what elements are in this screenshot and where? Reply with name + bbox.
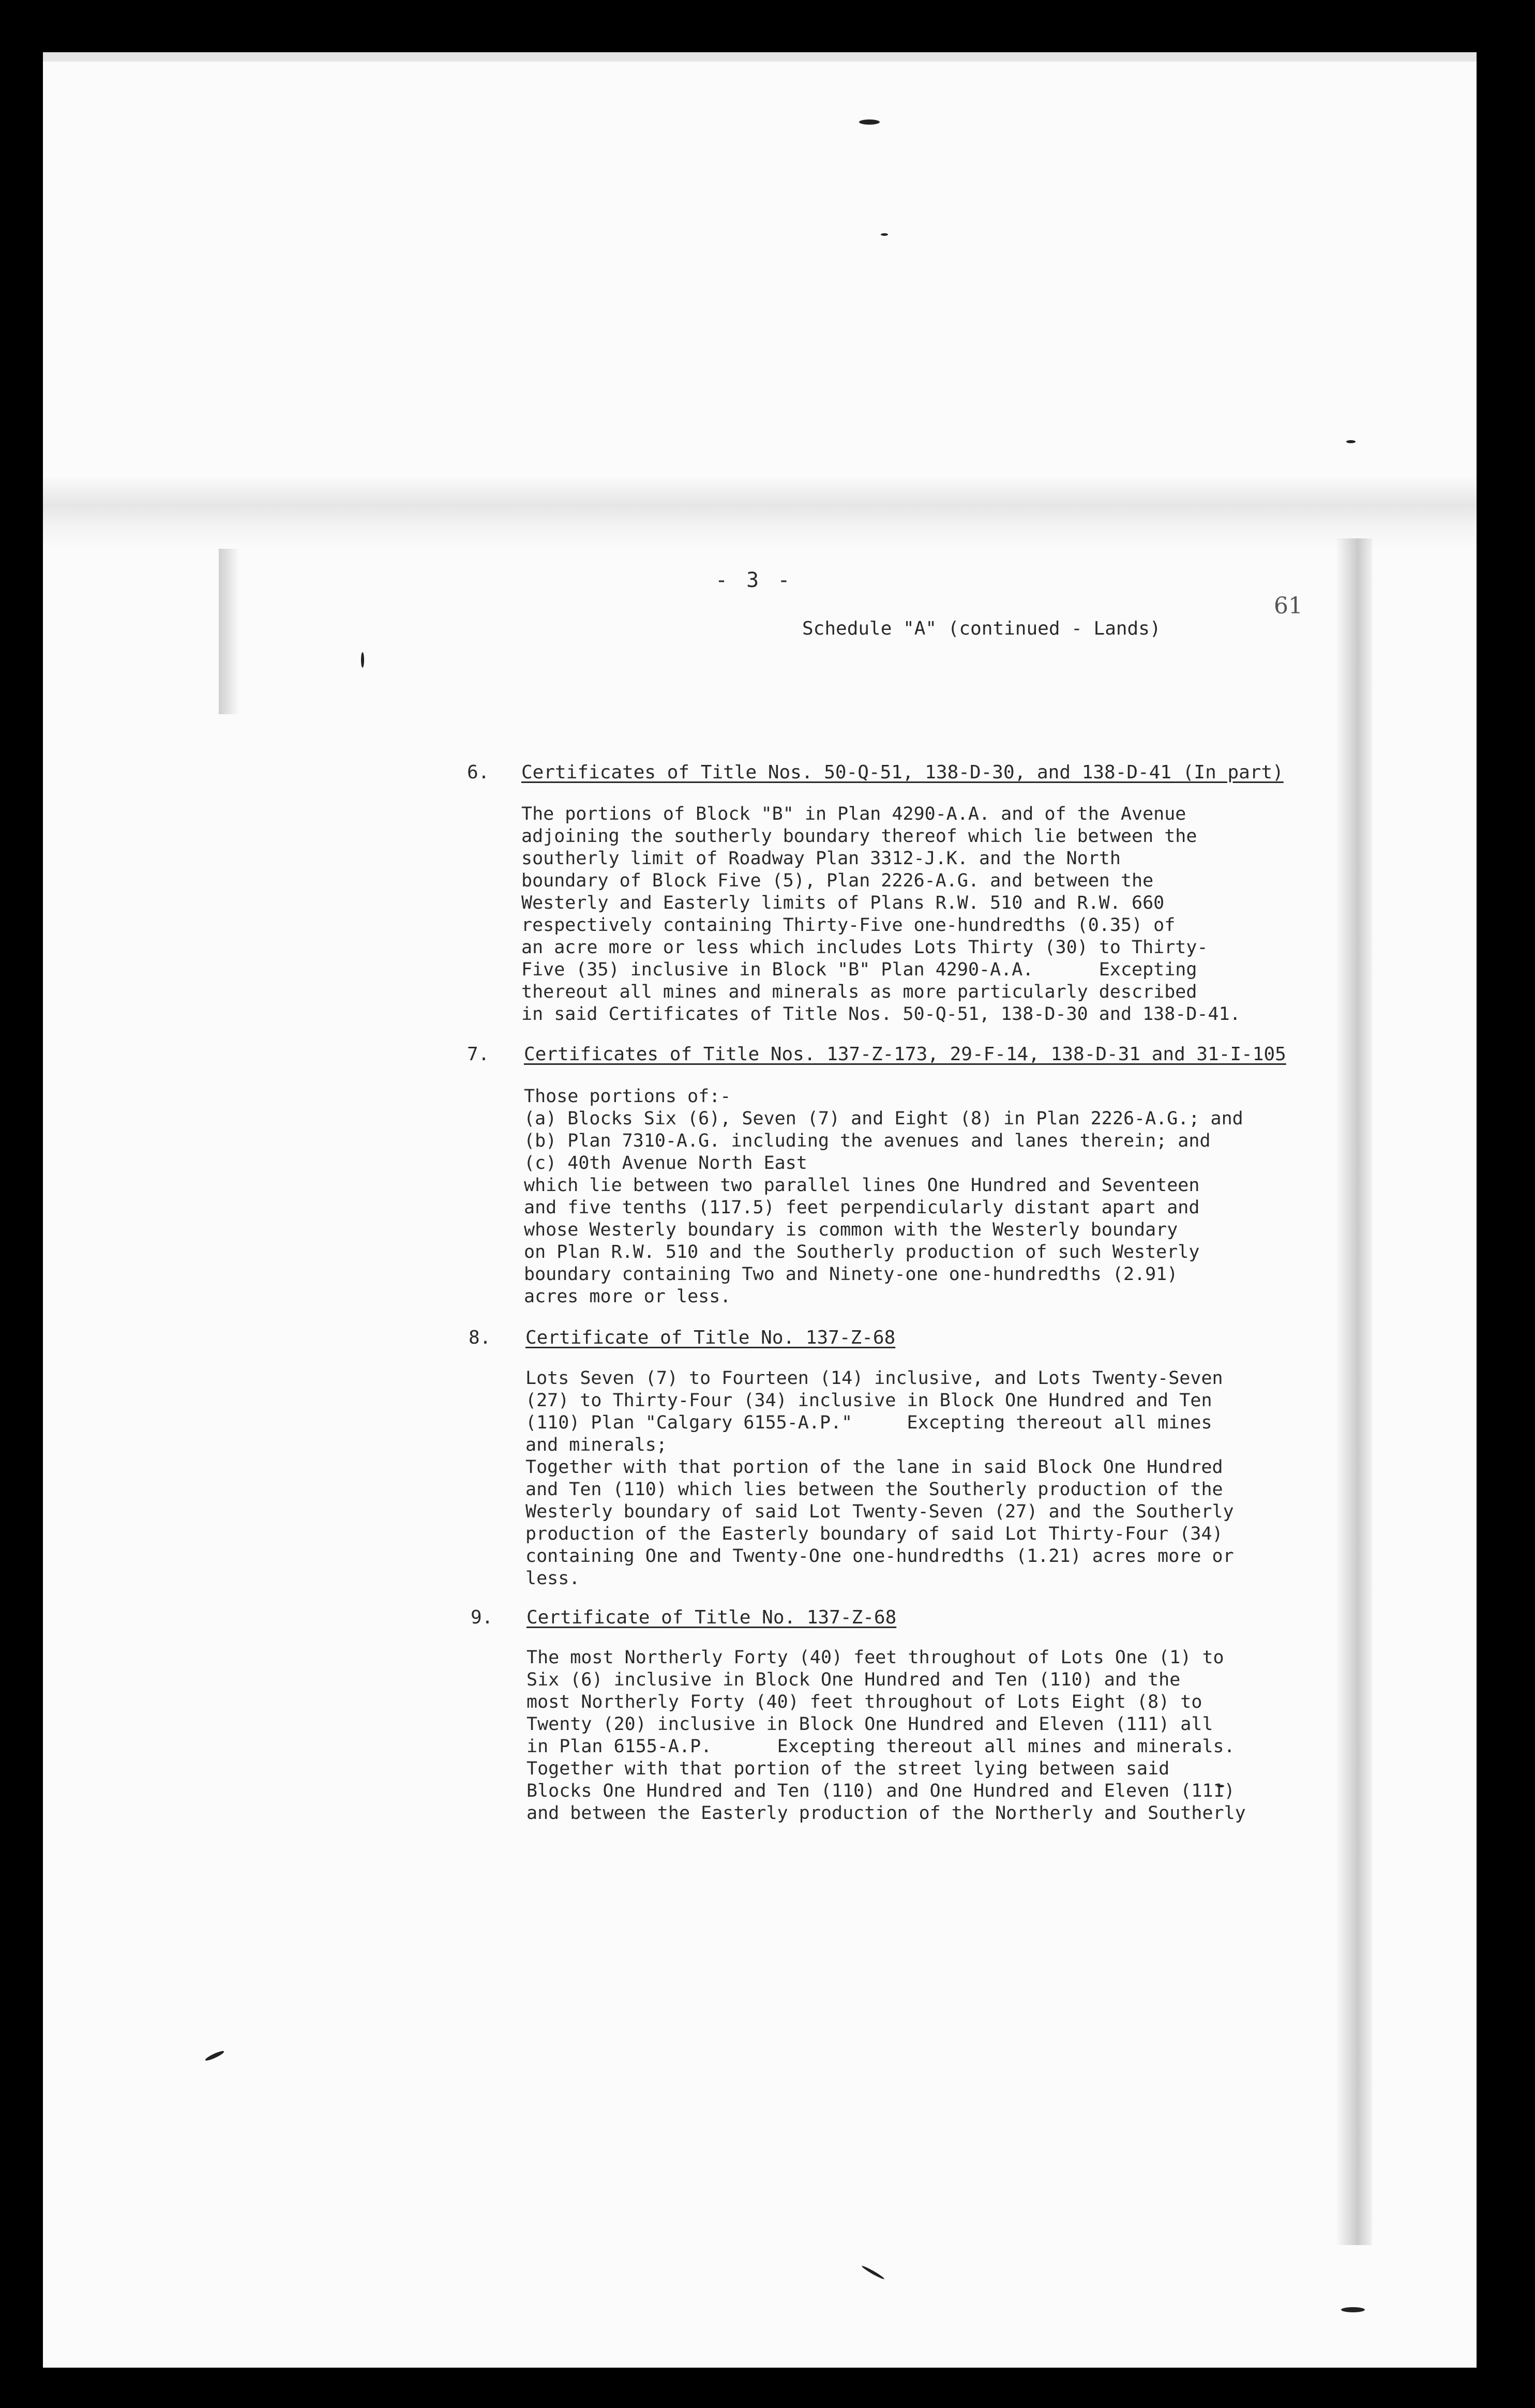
item-heading: Certificates of Title Nos. 50-Q-51, 138-D-30, and 138-D-41 (In part) [521,762,1284,783]
document-text [43,52,1477,2368]
margin-folio-number: 61 [1274,593,1303,619]
item-heading: Certificate of Title No. 137-Z-68 [525,1327,896,1348]
item-body: The most Northerly Forty (40) feet throughout of Lots One (1) to Six (6) inclusive in Block One Hundred and Ten (110) and the most Northerly Forty (40) feet throughout of Lots Eight (8) to Twenty (20) inclusive in Block One Hundred and Eleven (111) all in Plan 6155-A.P. Excepting thereout all mines and minerals. Together with that portion of the street lying between said Blocks One Hundred and Ten (110) and One Hundred and Eleven (111) and between the Easterly production of the Northerly and Southerly [526,1647,1246,1824]
item-body: The portions of Block "B" in Plan 4290-A.A. and of the Avenue adjoining the southerly boundary thereof which lie between the southerly limit of Roadway Plan 3312-J.K. and the North boundary of Block Five (5), Plan 2226-A.G. and between the Westerly and Easterly limits of Plans R.W. 510 and R.W. 660 respectively containing Thirty-Five one-hundredths (0.35) of an acre more or less which includes Lots Thirty (30) to Thirty- Five (35) inclusive in Block "B" Plan 4290-A.A. Excepting thereout all mines and minerals as more particularly described in said Certificates of Title Nos. 50-Q-51, 138-D-30 and 138-D-41. [521,804,1241,1025]
item-number: 7. [467,1044,490,1065]
item-number: 8. [469,1327,491,1348]
item-heading: Certificates of Title Nos. 137-Z-173, 29-F-14, 138-D-31 and 31-I-105 [524,1044,1286,1065]
page-number: - 3 - [715,568,793,592]
document-page [43,52,1477,2368]
item-number: 6. [467,762,490,783]
item-heading: Certificate of Title No. 137-Z-68 [526,1607,897,1628]
item-body: Lots Seven (7) to Fourteen (14) inclusive, and Lots Twenty-Seven (27) to Thirty-Four (34) inclusive in Block One Hundred and Ten (110) Plan "Calgary 6155-A.P." Excepting thereout all mines and minerals; Together with that portion of the lane in said Block One Hundred and Ten (110) which lies between the Southerly production of the Westerly boundary of said Lot Twenty-Seven (27) and the Southerly production of the Easterly boundary of said Lot Thirty-Four (34) containing One and Twenty-One one-hundredths (1.21) acres more or less. [525,1368,1234,1589]
item-number: 9. [471,1607,493,1628]
item-body: Those portions of:- (a) Blocks Six (6), Seven (7) and Eight (8) in Plan 2226-A.G.; and (b) Plan 7310-A.G. including the avenues and lanes therein; and (c) 40th Avenue North East which lie between two parallel lines One Hundred and Seventeen and five tenths (117.5) feet perpendicularly distant apart and whose Westerly boundary is common with the Westerly boundary on Plan R.W. 510 and the Southerly production of such Westerly boundary containing Two and Ninety-one one-hundredths (2.91) acres more or less. [524,1086,1243,1307]
schedule-title: Schedule "A" (continued - Lands) [802,618,1161,639]
